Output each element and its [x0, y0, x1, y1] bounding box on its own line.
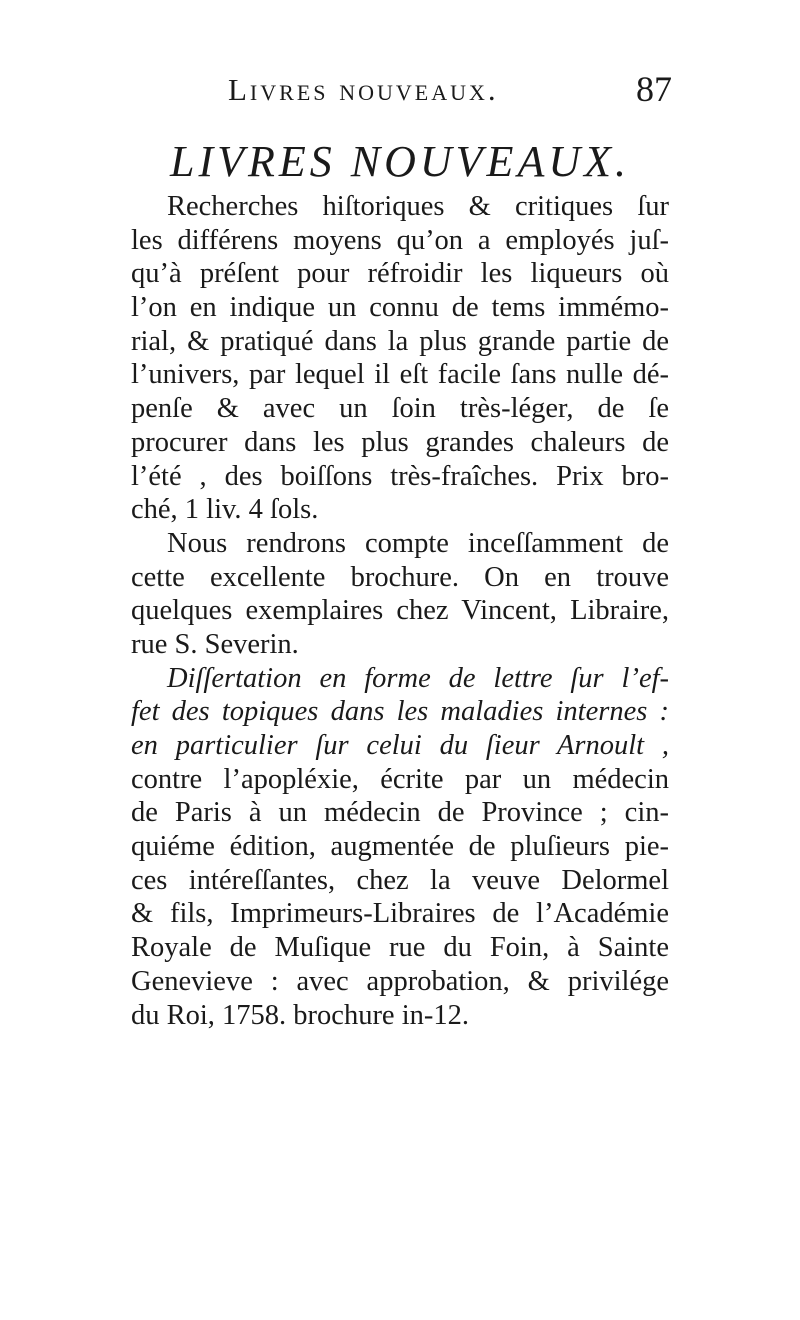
running-head [222, 69, 672, 112]
text-line: ché, 1 liv. 4 ſols. [131, 494, 319, 526]
text-line: l’on en indique un connu de tems immémo- [131, 292, 669, 324]
text-line: Recherches hiſtoriques & critiques ſur [167, 191, 669, 222]
text-line: en particulier ſur celui du ſieur Arnoult , [131, 730, 669, 761]
text-line: penſe & avec un ſoin très-léger, de ſe [131, 393, 669, 425]
text-line: rial, & pratiqué dans la plus grande partie de [131, 325, 669, 357]
text-line: contre l’apopléxie, écrite par un médecin [131, 763, 669, 795]
text-line: du Roi, 1758. brochure in-12. [131, 999, 469, 1031]
text-line: procurer dans les plus grandes chaleurs de [131, 426, 669, 458]
text-line: l’univers, par lequel il eſt facile ſans nulle dé- [131, 359, 669, 391]
text-line: qu’à préſent pour réfroidir les liqueurs où [131, 258, 669, 290]
text-line: Genevieve : avec approbation, & privilége [131, 965, 669, 997]
text-line: les différens moyens qu’on a employés juſ- [131, 224, 669, 256]
text-line: Diſſertation en forme de lettre ſur l’ef- [167, 662, 669, 694]
text-line: quelques exemplaires chez Vincent, Libraire, [131, 595, 669, 627]
page-number: 87 [636, 69, 672, 109]
text-line: quiéme édition, augmentée de pluſieurs pie- [131, 831, 669, 863]
text-line: & fils, Imprimeurs-Libraires de l’Académie [131, 898, 669, 930]
text-line: cette excellente brochure. On en trouve [131, 561, 669, 593]
text-line: ces intéreſſantes, chez la veuve Delormel [131, 864, 669, 896]
section-heading: LIVRES NOUVEAUX. [170, 137, 630, 186]
text-line: rue S. Severin. [131, 628, 299, 660]
body-text [131, 190, 669, 1032]
text-line: l’été , des boiſſons très-fraîches. Prix bro- [131, 460, 669, 492]
text-line: de Paris à un médecin de Province ; cin- [131, 797, 669, 829]
text-line: Nous rendrons compte inceſſamment de [167, 527, 669, 559]
running-head-title: Livres nouveaux. [228, 72, 499, 107]
text-line: fet des topiques dans les maladies internes : [131, 696, 669, 728]
text-line: Royale de Muſique rue du Foin, à Sainte [131, 932, 669, 964]
